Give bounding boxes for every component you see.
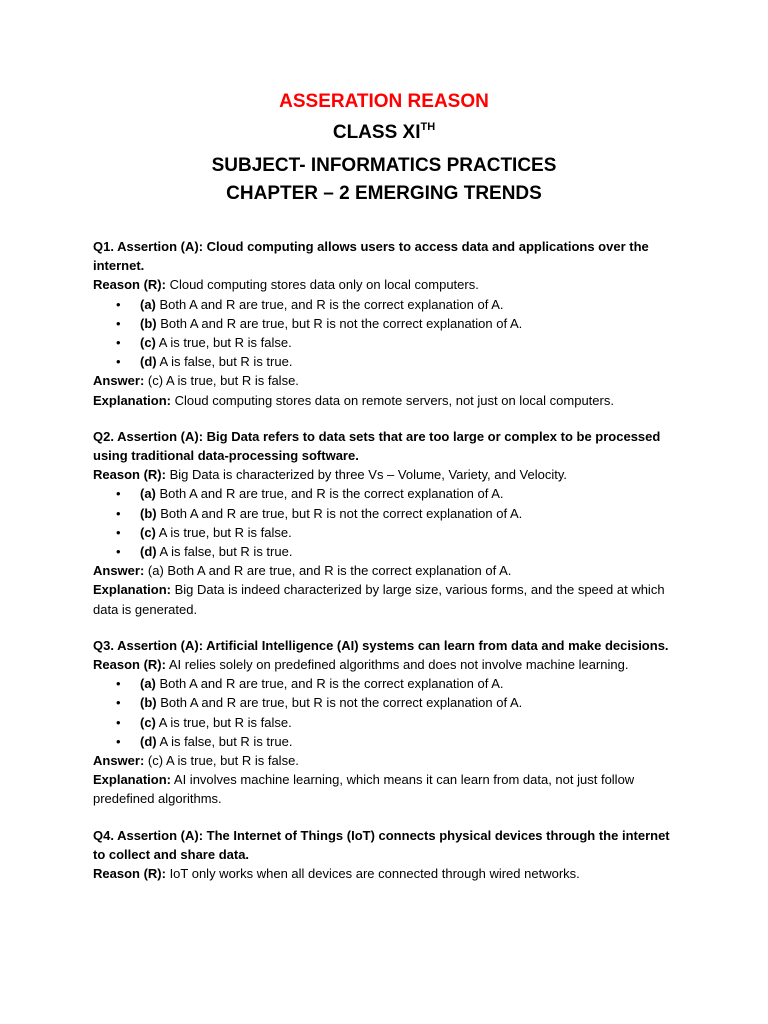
reason-label: Reason (R): (93, 866, 166, 882)
bullet-icon: • (116, 315, 121, 331)
explanation-line (93, 770, 683, 808)
option-key: (c) (140, 335, 156, 351)
bullet-icon: • (116, 544, 121, 560)
option-a (93, 295, 683, 314)
option-key: (b) (140, 505, 157, 521)
option-d (93, 732, 683, 751)
answer-text: (a) Both A and R are true, and R is the correct explanation of A. (144, 563, 512, 579)
question-block-3 (93, 636, 683, 809)
class-superscript: TH (420, 121, 436, 133)
reason-line (93, 864, 683, 883)
option-text: Both A and R are true, but R is not the correct explanation of A. (156, 315, 523, 331)
option-key: (b) (140, 695, 157, 711)
bullet-icon: • (116, 733, 121, 749)
answer-label: Answer: (93, 373, 145, 389)
option-text: A is false, but R is true. (156, 354, 293, 370)
option-key: (a) (140, 676, 156, 692)
question-block-1 (93, 237, 683, 410)
reason-label: Reason (R): (93, 657, 166, 673)
assertion-text: Q4. Assertion (A): The Internet of Things (IoT) connects physical devices through the internet to collect and share data. (93, 827, 670, 862)
option-b (93, 693, 683, 712)
options-list (93, 674, 683, 751)
reason-text: Cloud computing stores data only on local computers. (165, 277, 479, 293)
questions-list (93, 237, 683, 900)
option-b (93, 314, 683, 333)
option-a (93, 674, 683, 693)
bullet-icon: • (116, 354, 121, 370)
explanation-text: AI involves machine learning, which means it can learn from data, not just follow predefined algorithms. (93, 772, 635, 807)
bullet-icon: • (116, 505, 121, 521)
option-b (93, 504, 683, 523)
option-a (93, 484, 683, 503)
option-key: (b) (140, 315, 157, 331)
reason-line (93, 655, 683, 674)
option-text: Both A and R are true, and R is the correct explanation of A. (155, 676, 504, 692)
bullet-icon: • (116, 695, 121, 711)
reason-line (93, 465, 683, 484)
option-text: Both A and R are true, but R is not the correct explanation of A. (156, 695, 523, 711)
option-text: Both A and R are true, and R is the correct explanation of A. (155, 296, 504, 312)
explanation-text: Cloud computing stores data on remote servers, not just on local computers. (171, 392, 614, 408)
option-text: A is true, but R is false. (155, 714, 292, 730)
option-d (93, 352, 683, 371)
option-text: A is true, but R is false. (155, 335, 292, 351)
assertion-text: Q2. Assertion (A): Big Data refers to data sets that are too large or complex to be processed using traditional data-processing software. (93, 428, 661, 464)
option-key: (c) (140, 714, 156, 730)
class-label: CLASS XI (332, 122, 421, 143)
explanation-label: Explanation: (93, 772, 172, 788)
option-d (93, 542, 683, 561)
answer-label: Answer: (93, 753, 145, 769)
reason-text: Big Data is characterized by three Vs – Volume, Variety, and Velocity. (165, 467, 567, 483)
subject-heading: SUBJECT- INFORMATICS PRACTICES (211, 155, 557, 176)
bullet-icon: • (116, 524, 121, 540)
explanation-label: Explanation: (93, 582, 172, 598)
option-text: A is true, but R is false. (155, 524, 292, 540)
answer-text: (c) A is true, but R is false. (144, 373, 299, 389)
options-list (93, 295, 683, 372)
reason-text: IoT only works when all devices are connected through wired networks. (165, 866, 580, 882)
answer-line (93, 561, 683, 580)
bullet-icon: • (116, 335, 121, 351)
answer-label: Answer: (93, 563, 145, 579)
options-list (93, 484, 683, 561)
chapter-heading: CHAPTER – 2 EMERGING TRENDS (226, 183, 542, 204)
answer-text: (c) A is true, but R is false. (144, 753, 299, 769)
option-key: (a) (140, 486, 156, 502)
answer-line (93, 371, 683, 390)
option-text: A is false, but R is true. (156, 733, 293, 749)
option-text: A is false, but R is true. (156, 544, 293, 560)
explanation-line (93, 580, 683, 618)
bullet-icon: • (116, 296, 121, 312)
reason-text: AI relies solely on predefined algorithms and does not involve machine learning. (165, 657, 629, 673)
reason-label: Reason (R): (93, 467, 166, 483)
option-key: (a) (140, 296, 156, 312)
question-block-4 (93, 826, 683, 884)
reason-label: Reason (R): (93, 277, 166, 293)
assertion-text: Q3. Assertion (A): Artificial Intelligence (AI) systems can learn from data and make decisions. (93, 637, 669, 653)
question-block-2 (93, 427, 683, 619)
option-text: Both A and R are true, but R is not the correct explanation of A. (156, 505, 523, 521)
explanation-text: Big Data is indeed characterized by large size, various forms, and the speed at which data is generated. (93, 582, 665, 617)
reason-line (93, 275, 683, 294)
bullet-icon: • (116, 486, 121, 502)
option-c (93, 713, 683, 732)
option-key: (d) (140, 733, 157, 749)
option-text: Both A and R are true, and R is the correct explanation of A. (155, 486, 504, 502)
bullet-icon: • (116, 676, 121, 692)
option-key: (c) (140, 524, 156, 540)
bullet-icon: • (116, 714, 121, 730)
option-key: (d) (140, 354, 157, 370)
option-key: (d) (140, 544, 157, 560)
answer-line (93, 751, 683, 770)
option-c (93, 523, 683, 542)
assertion-text: Q1. Assertion (A): Cloud computing allows users to access data and applications over the internet. (93, 239, 649, 274)
explanation-line (93, 391, 683, 410)
option-c (93, 333, 683, 352)
class-heading (0, 122, 768, 146)
explanation-label: Explanation: (93, 392, 172, 408)
document-title: ASSERATION REASON (279, 91, 489, 112)
